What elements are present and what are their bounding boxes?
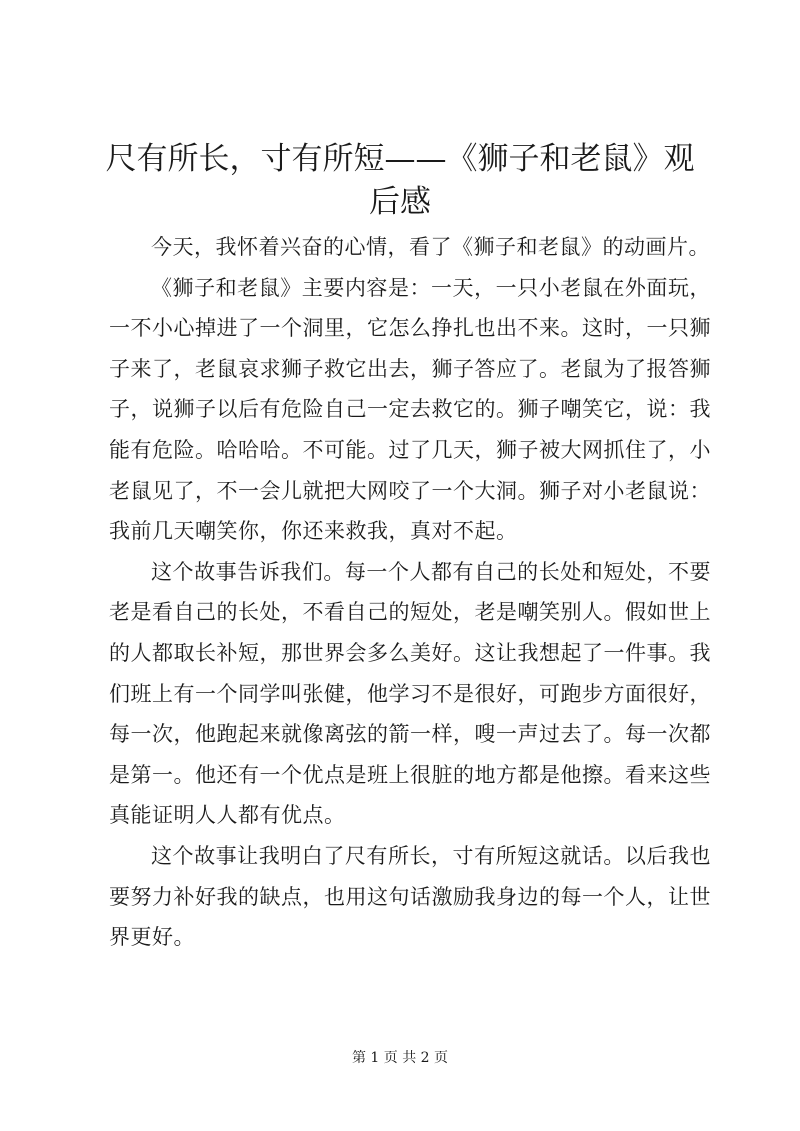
document-body: [109, 227, 711, 958]
paragraph-4: 这个故事让我明白了尺有所长，寸有所短这就话。以后我也要努力补好我的缺点，也用这句话激励我身边的每一个人，让世界更好。: [109, 843, 711, 950]
paragraph-1: 今天，我怀着兴奋的心情，看了《狮子和老鼠》的动画片。: [151, 235, 710, 259]
paragraph-3: 这个故事告诉我们。每一个人都有自己的长处和短处，不要老是看自己的长处，不看自己的短处，老是嘲笑别人。假如世上的人都取长补短，那世界会多么美好。这让我想起了一件事。我们班上有一个同学叫张健，他学习不是很好，可跑步方面很好，每一次，他跑起来就像离弦的箭一样，嗖一声过去了。每一次都是第一。他还有一个优点是班上很脏的地方都是他擦。看来这些真能证明人人都有优点。: [109, 559, 711, 828]
document-title: 尺有所长，寸有所短——《狮子和老鼠》观后感: [105, 141, 695, 220]
paragraph-2: 《狮子和老鼠》主要内容是：一天，一只小老鼠在外面玩，一不小心掉进了一个洞里，它怎么挣扎也出不来。这时，一只狮子来了，老鼠哀求狮子救它出去，狮子答应了。老鼠为了报答狮子，说狮子以后有危险自己一定去救它的。狮子嘲笑它，说：我能有危险。哈哈哈。不可能。过了几天，狮子被大网抓住了，小老鼠见了，不一会儿就把大网咬了一个大洞。狮子对小老鼠说：我前几天嘲笑你，你还来救我，真对不起。: [109, 275, 711, 544]
page-footer: 第 1 页 共 2 页: [351, 1050, 449, 1066]
